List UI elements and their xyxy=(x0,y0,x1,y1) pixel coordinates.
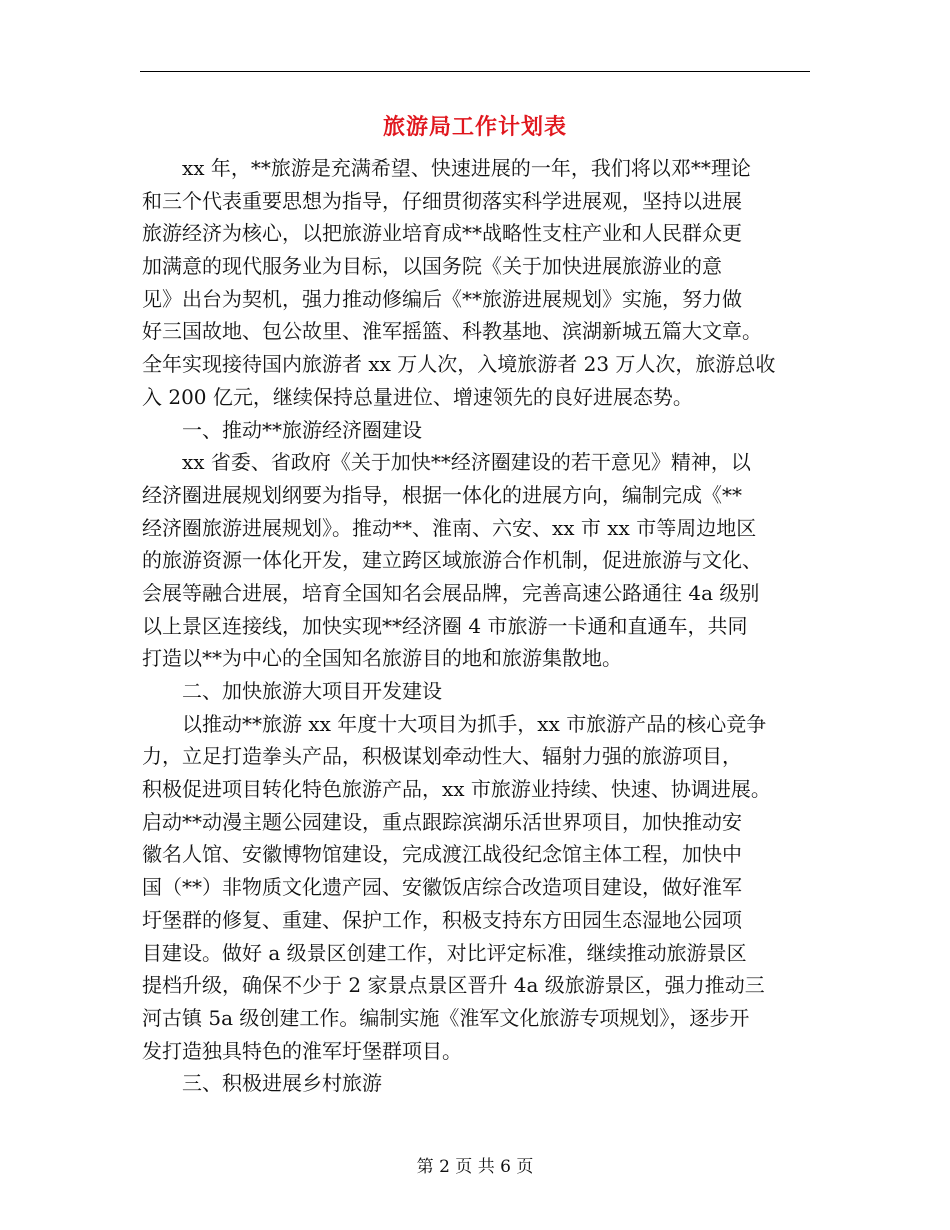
paragraph xyxy=(142,414,814,447)
text-line: 三、积极进展乡村旅游 xyxy=(142,1071,382,1096)
text-line: 力，立足打造拳头产品，积极谋划牵动性大、辐射力强的旅游项目， xyxy=(142,744,742,769)
text-line: 圩堡群的修复、重建、保护工作，积极支持东方田园生态湿地公园项 xyxy=(142,907,742,932)
text-line: 会展等融合进展，培育全国知名会展品牌，完善高速公路通往 4a 级别 xyxy=(142,580,760,605)
page-number: 第 2 页 共 6 页 xyxy=(416,1157,534,1177)
text-line: xx 省委、省政府《关于加快**经济圈建设的若干意见》精神，以 xyxy=(142,450,751,475)
text-line: 打造以**为中心的全国知名旅游目的地和旅游集散地。 xyxy=(142,646,622,671)
text-line: 好三国故地、包公故里、淮军摇篮、科教基地、滨湖新城五篇大文章。 xyxy=(142,319,762,344)
text-line: 徽名人馆、安徽博物馆建设，完成渡江战役纪念馆主体工程，加快中 xyxy=(142,842,742,867)
text-line: 入 200 亿元，继续保持总量进位、增速领先的良好进展态势。 xyxy=(142,384,693,409)
paragraph xyxy=(142,446,814,675)
document-title: 旅游局工作计划表 xyxy=(382,115,567,140)
text-line: 发打造独具特色的淮军圩堡群项目。 xyxy=(142,1038,462,1063)
text-line: 提档升级，确保不少于 2 家景点景区晋升 4a 级旅游景区，强力推动三 xyxy=(142,973,765,998)
text-line: 见》出台为契机，强力推动修编后《**旅游进展规划》实施，努力做 xyxy=(142,286,742,311)
text-line: 目建设。做好 a 级景区创建工作，对比评定标准，继续推动旅游景区 xyxy=(142,940,747,965)
text-line: 一、推动**旅游经济圈建设 xyxy=(142,417,422,442)
text-line: 以上景区连接线，加快实现**经济圈 4 市旅游一卡通和直通车，共同 xyxy=(142,613,748,638)
text-line: 国（**）非物质文化遗产园、安徽饭店综合改造项目建设，做好淮军 xyxy=(142,875,742,900)
text-line: 二、加快旅游大项目开发建设 xyxy=(142,679,442,703)
text-line: 经济圈进展规划纲要为指导，根据一体化的进展方向，编制完成《** xyxy=(142,482,742,507)
text-line: 全年实现接待国内旅游者 xx 万人次，入境旅游者 23 万人次，旅游总收 xyxy=(142,352,776,377)
paragraph xyxy=(142,708,814,1068)
paragraph xyxy=(142,675,814,708)
text-line: 积极促进项目转化特色旅游产品，xx 市旅游业持续、快速、协调进展。 xyxy=(142,777,771,802)
text-line: 以推动**旅游 xx 年度十大项目为抓手，xx 市旅游产品的核心竞争 xyxy=(142,711,767,736)
text-line: 经济圈旅游进展规划》。推动**、淮南、六安、xx 市 xx 市等周边地区 xyxy=(142,515,757,540)
text-line: 和三个代表重要思想为指导，仔细贯彻落实科学进展观，坚持以进展 xyxy=(142,188,742,213)
header-rule xyxy=(140,71,810,72)
document-body xyxy=(142,152,814,1100)
text-line: 启动**动漫主题公园建设，重点跟踪滨湖乐活世界项目，加快推动安 xyxy=(142,809,742,834)
text-line: 旅游经济为核心，以把旅游业培育成**战略性支柱产业和人民群众更 xyxy=(142,221,742,246)
text-line: 河古镇 5a 级创建工作。编制实施《淮军文化旅游专项规划》，逐步开 xyxy=(142,1005,750,1030)
paragraph xyxy=(142,152,814,414)
paragraph xyxy=(142,1067,814,1100)
text-line: 的旅游资源一体化开发，建立跨区域旅游合作机制，促进旅游与文化、 xyxy=(142,548,762,573)
text-line: xx 年，**旅游是充满希望、快速进展的一年，我们将以邓**理论 xyxy=(142,156,751,180)
text-line: 加满意的现代服务业为目标，以国务院《关于加快进展旅游业的意 xyxy=(142,254,722,279)
